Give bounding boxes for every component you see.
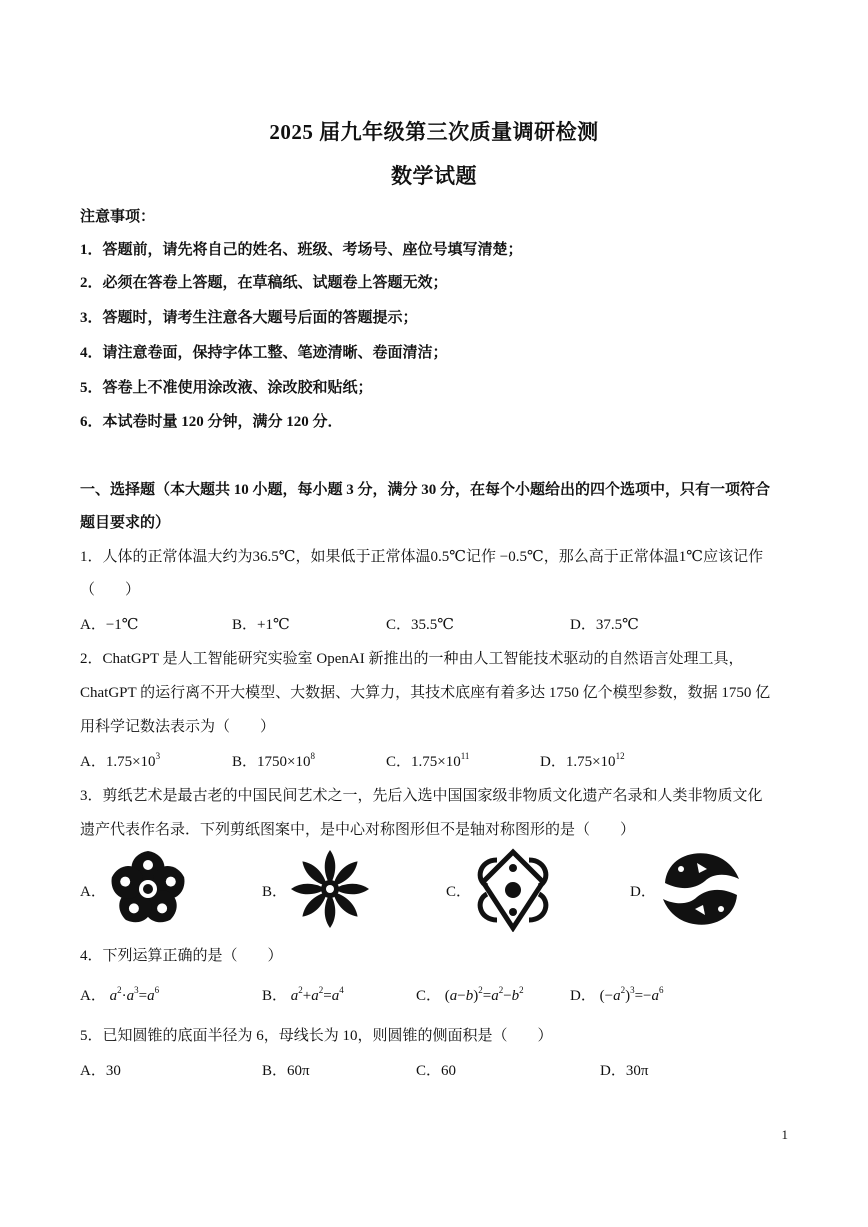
q3-option-b-label: B． (262, 884, 288, 900)
notice-item: 4．请注意卷面，保持字体工整、笔迹清晰、卷面清洁； (80, 345, 448, 361)
notice-item: 2．必须在答卷上答题，在草稿纸、试题卷上答题无效； (80, 275, 448, 291)
question-5-text: 5．已知圆锥的底面半径为 6，母线长为 10，则圆锥的侧面积是（ ） (80, 1028, 553, 1044)
question-2-text: 2．ChatGPT 是人工智能研究实验室 OpenAI 新推出的一种由人工智能技术驱动的自然语言处理工具， (80, 651, 744, 667)
q2-option-a: A．$1.75\times 10^3$ (80, 751, 161, 770)
q1-option-b: B．+1℃ (232, 617, 290, 633)
notice-item: 1．答题前，请先将自己的姓名、班级、考场号、座位号填写清楚； (80, 242, 523, 258)
notice-item: 5．答卷上不准使用涂改液、涂改胶和贴纸； (80, 380, 373, 396)
paper-cut-flower-a-image (106, 848, 190, 930)
q5-option-a: A．30 (80, 1063, 121, 1079)
q5-option-b: B．60π (262, 1063, 310, 1079)
q2-option-d: D．$1.75\times 10^{12}$ (540, 751, 625, 770)
q1-option-d: D．37.5℃ (570, 617, 639, 633)
q4-option-b: B． $a^2+a^2=a^4$ (262, 985, 344, 1004)
q2-option-c: C．$1.75\times 10^{11}$ (386, 751, 470, 770)
section-heading: 一、选择题（本大题共 10 小题，每小题 3 分，满分 30 分，在每个小题给出的四个选项中，只有一项符合 (80, 482, 771, 498)
question-2-text-cont: 用科学记数法表示为（ ） (80, 719, 276, 735)
q2-option-b: B．$1750\times 10^8$ (232, 751, 315, 770)
q3-option-a-label: A． (80, 884, 106, 900)
question-4-text: 4．下列运算正确的是（ ） (80, 948, 283, 964)
q5-option-d: D．30π (600, 1063, 649, 1079)
q3-option-c-label: C． (446, 884, 472, 900)
q1-option-a: A．−1℃ (80, 617, 139, 633)
paper-cut-ornament-c-image (470, 848, 556, 932)
question-3-text-cont: 遗产代表作名录．下列剪纸图案中，是中心对称图形但不是轴对称图形的是（ ） (80, 822, 636, 838)
section-heading-cont: 题目要求的） (80, 515, 171, 531)
question-2-text-cont: ChatGPT 的运行离不开大模型、大数据、大算力，其技术底座有着多达 1750 亿个模型参数，数据 1750 亿 (80, 685, 771, 701)
paper-cut-birds-d-image (658, 846, 744, 932)
q5-option-c: C．60 (416, 1063, 457, 1079)
q4-option-c: C． $(a-b)^2=a^2-b^2$ (416, 985, 524, 1004)
question-1-blank: （ ） (80, 582, 141, 598)
exam-title: 2025 届九年级第三次质量调研检测 (269, 120, 599, 144)
q3-option-d-label: D． (630, 884, 656, 900)
q1-option-c: C．35.5℃ (386, 617, 455, 633)
q4-option-a: A． $a^2\cdot a^3=a^6$ (80, 985, 160, 1004)
paper-cut-flower-b-image (288, 848, 372, 930)
exam-subtitle: 数学试题 (391, 164, 477, 188)
notice-item: 6．本试卷时量 120 分钟，满分 120 分． (80, 414, 343, 430)
notice-heading: 注意事项： (80, 209, 156, 225)
question-1-text: 1．人体的正常体温大约为36.5℃，如果低于正常体温0.5℃记作 −0.5℃，那么高于正常体温1℃应该记作 (80, 549, 764, 565)
notice-item: 3．答题时，请考生注意各大题号后面的答题提示； (80, 310, 418, 326)
page-number: 1 (781, 1127, 788, 1142)
question-3-text: 3．剪纸艺术是最古老的中国民间艺术之一，先后入选中国国家级非物质文化遗产名录和人类非物质文化 (80, 788, 763, 804)
q4-option-d: D． $(-a^2)^3=-a^6$ (570, 985, 664, 1004)
